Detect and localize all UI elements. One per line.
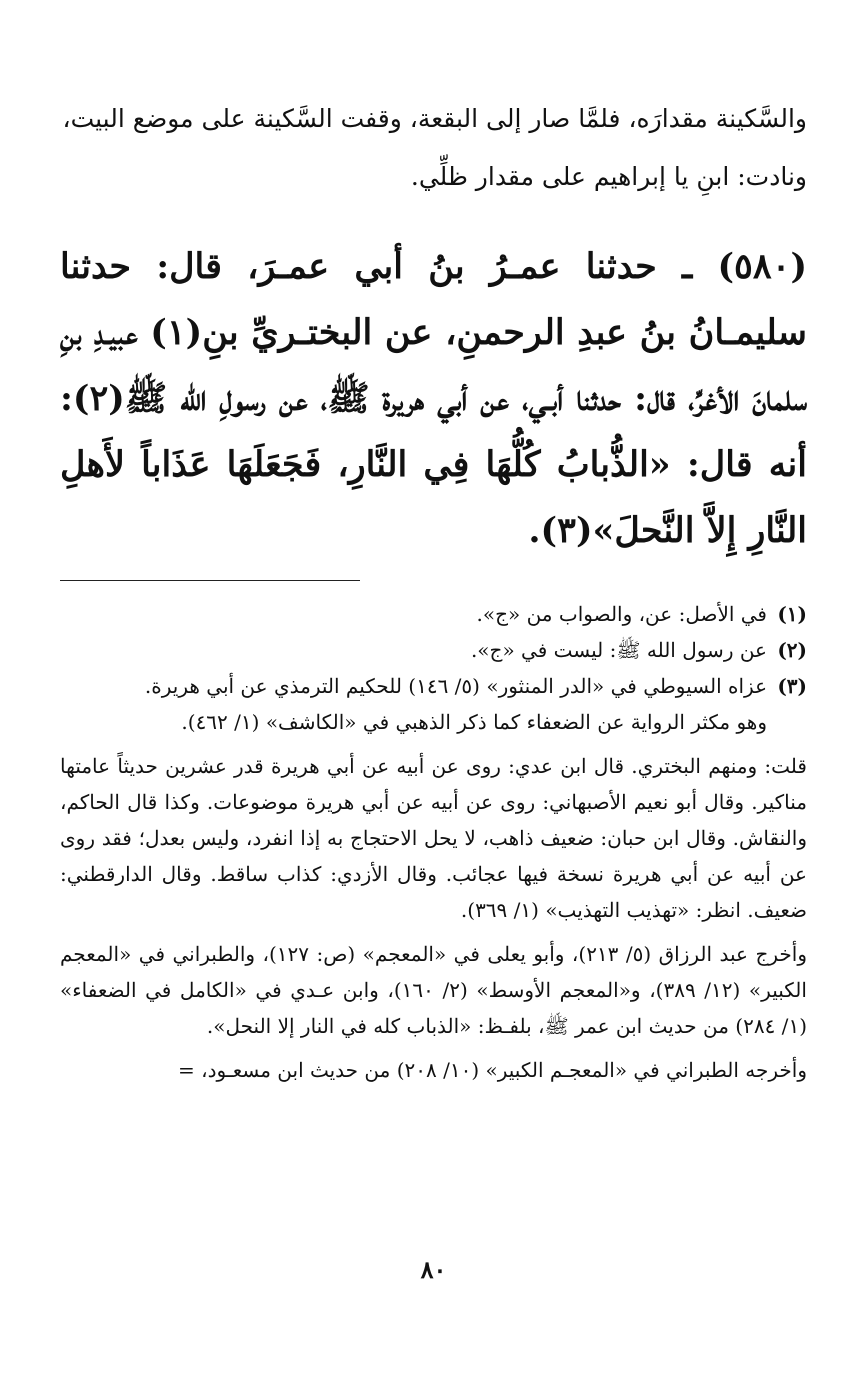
hadith-580: (٥٨٠) ـ حدثنا عمـرُ بنُ أبي عمـرَ، قال: حدثنا سليمـانُ بنُ عبدِ الرحمنِ، عن البختـريِّ بنِ(١) عبيـدِ بنِ سلمانَ الأغرِّ، قال: حدثنا أبـي، عن أبي هريرة ﷺ، عن رسولِ الله ﷺ(٢): أنه قال: «الذُّبابُ كُلُّهَا فِي النَّارِ، فَجَعَلَهَا عَذَاباً لأَهلِ النَّارِ إِلاَّ النَّحلَ»(٣). — [60, 246, 807, 551]
footnote-3-paragraph-2: وأخرج عبد الرزاق (٥/ ٢١٣)، وأبو يعلى في «المعجم» (ص: ١٢٧)، والطبراني في «المعجم الكبير» (١٢/ ٣٨٩)، و«المعجم الأوسط» (٢/ ١٦٠)، وابن عـدي في «الكامل في الضعفاء» (١/ ٢٨٤) من حديث ابن عمر ﷺ، بلفـظ: «الذباب كله في النار إلا النحل». — [60, 942, 807, 1038]
intro-text — [60, 90, 807, 206]
footnote-1-text: في الأصل: عن، والصواب من «ج». — [476, 602, 767, 626]
footnote-1 — [60, 596, 807, 632]
intro-line-1: والسَّكينة مقدارَه، فلمَّا صار إلى البقعة، وقفت السَّكينة على موضع البيت، — [62, 104, 807, 133]
footnote-3-line-2: وهو مكثر الرواية عن الضعفاء كما ذكر الذهبي في «الكاشف» (١/ ٤٦٢). — [181, 710, 767, 734]
footnote-1-number: (١) — [777, 602, 807, 626]
footnote-3 — [60, 668, 807, 704]
footnote-3-paragraph-1: قلت: ومنهم البختري. قال ابن عدي: روى عن أبيه عن أبي هريرة قدر عشرين حديثاً عامتها مناكير. وقال أبو نعيم الأصبهاني: روى عن أبيه عن أبي هريرة موضوعات. وكذا قال الحاكم، والنقاش. وقال ابن حبان: ضعيف ذاهب، لا يحل الاحتجاج به إذا انفرد، وليس بعدل؛ فقد روى عن أبيه عن أبي هريرة نسخة فيها عجائب. وقال الأزدي: كذاب ساقط. وقال الدارقطني: ضعيف. انظر: «تهذيب التهذيب» (١/ ٣٦٩). — [60, 754, 807, 922]
footnote-3-paragraph-3: وأخرجه الطبراني في «المعجـم الكبير» (١٠/ ٢٠٨) من حديث ابن مسعـود، = — [178, 1058, 807, 1082]
footnote-3-number: (٣) — [777, 674, 807, 698]
footnote-separator — [60, 580, 360, 581]
footnote-2-text: عن رسول الله ﷺ: ليست في «ج». — [470, 638, 767, 662]
footnote-2-number: (٢) — [777, 638, 807, 662]
intro-line-2: ونادت: ابنِ يا إبراهيم على مقدار ظلِّي. — [410, 162, 807, 191]
footnotes — [60, 596, 807, 1088]
page-number: ٨٠ — [420, 1255, 447, 1284]
footnote-3-line-1: عزاه السيوطي في «الدر المنثور» (٥/ ١٤٦) للحكيم الترمذي عن أبي هريرة. — [144, 674, 767, 698]
footnote-2 — [60, 632, 807, 668]
book-page — [60, 90, 807, 1347]
